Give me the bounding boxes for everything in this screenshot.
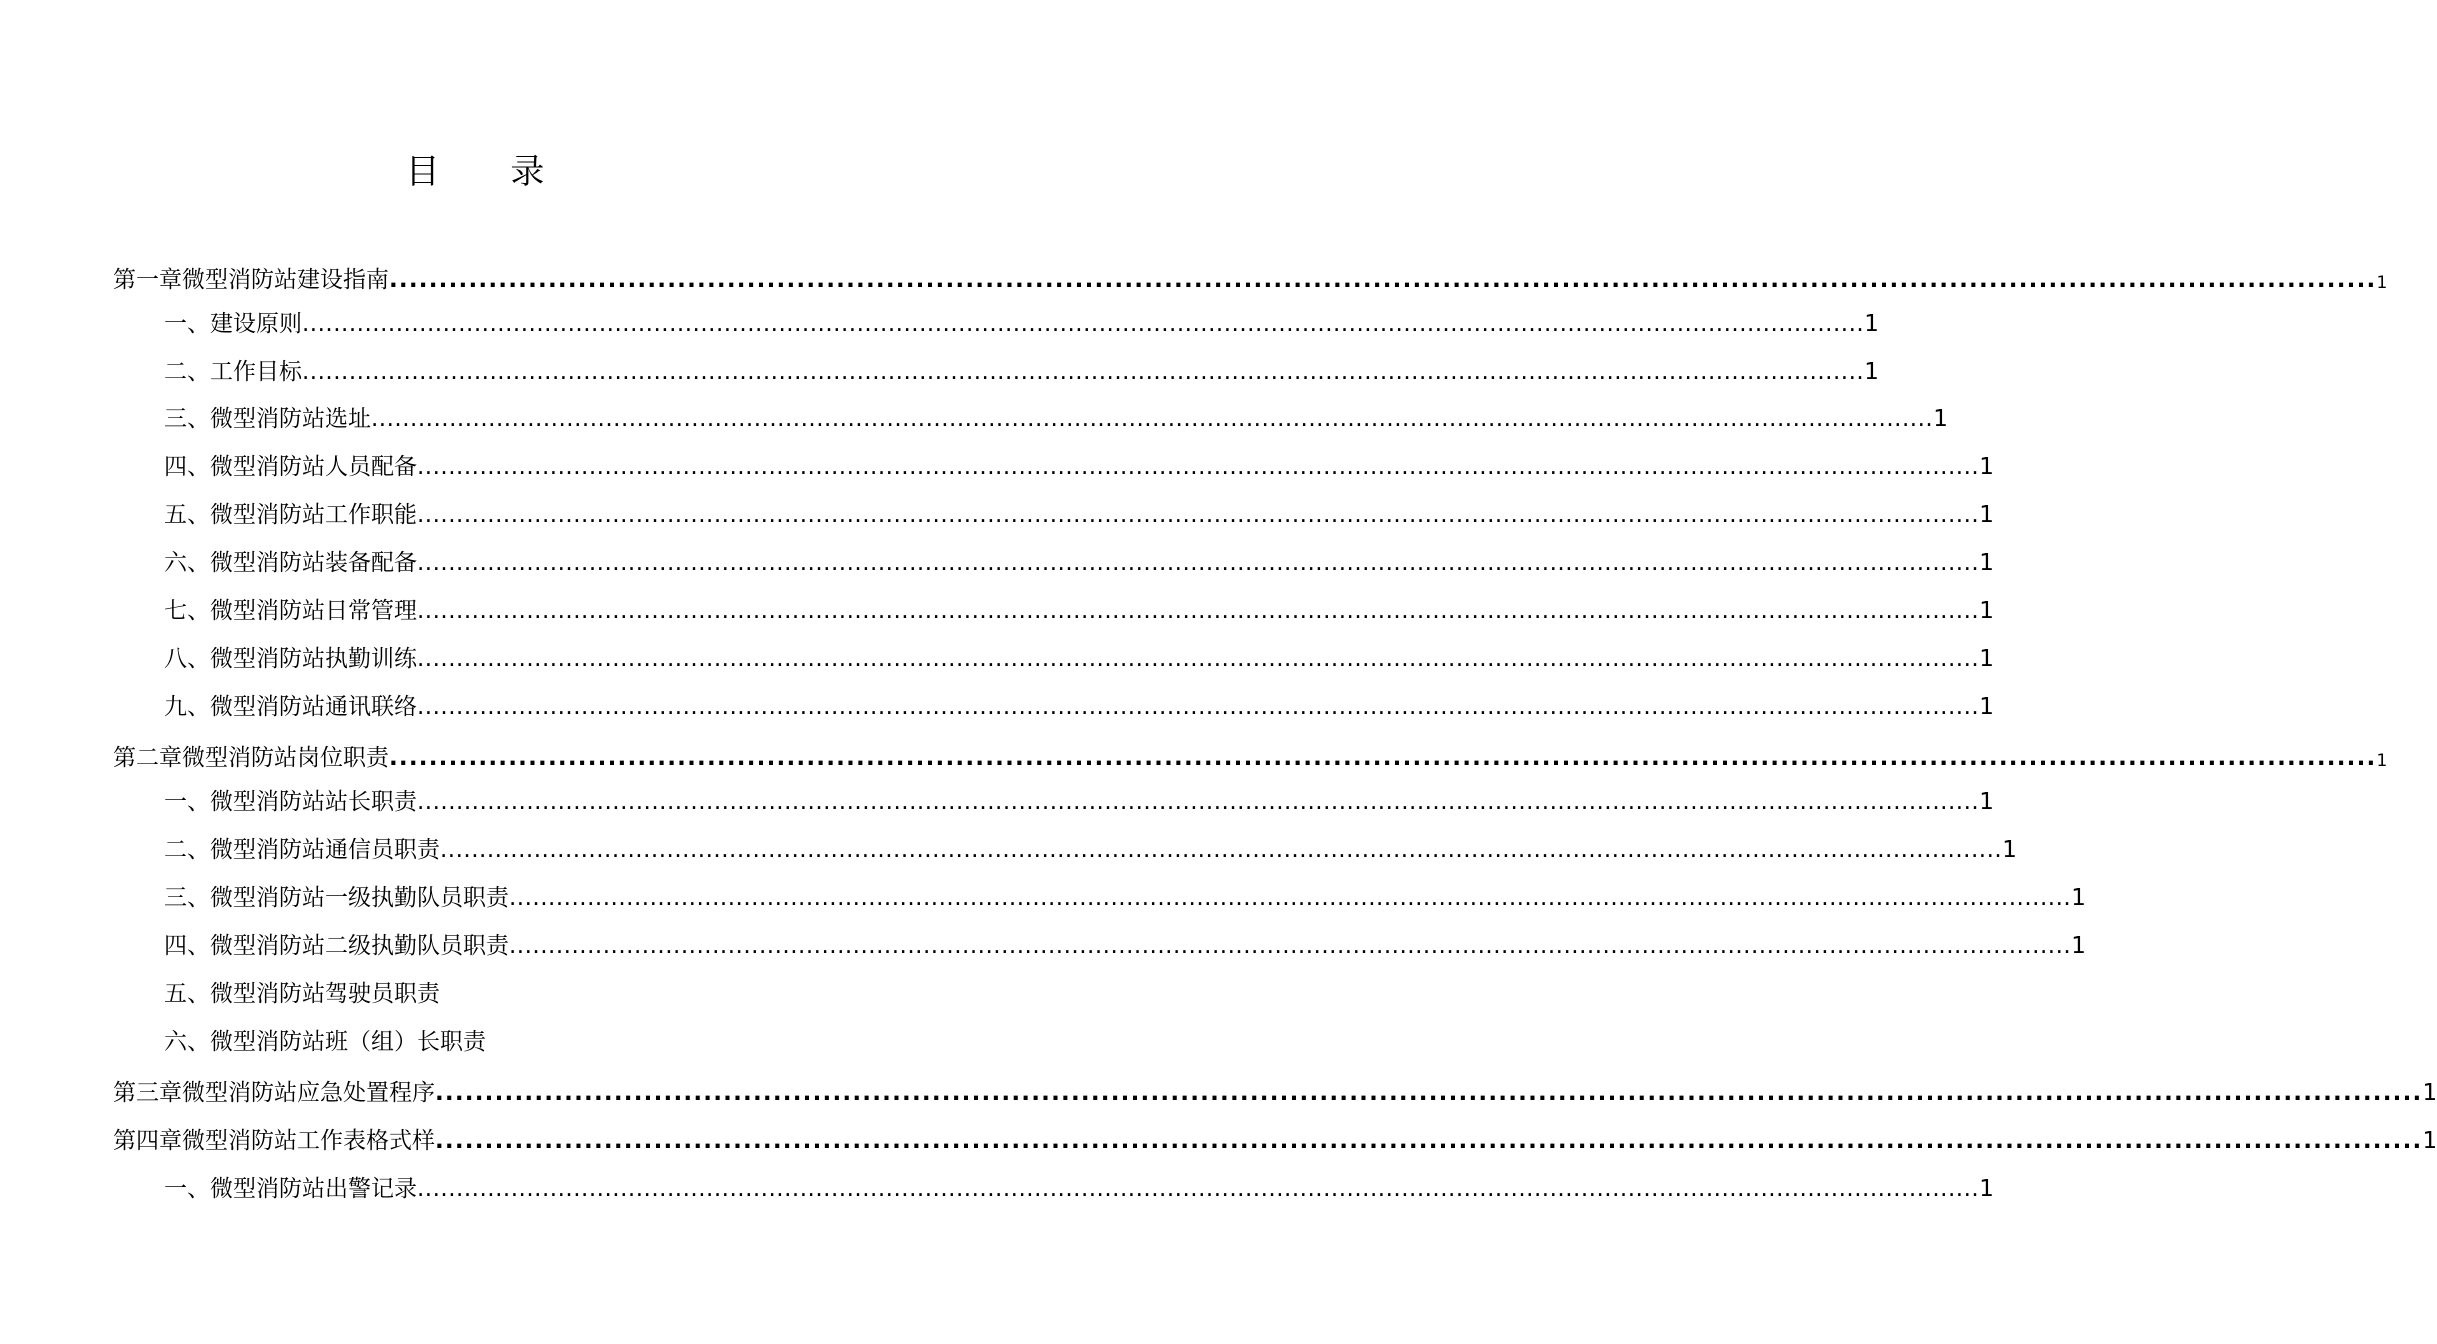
entry-number: 三、 bbox=[164, 406, 210, 432]
entry-title: 微型消防站通讯联络 bbox=[210, 694, 417, 720]
toc-title: 目 录 bbox=[405, 152, 575, 192]
page-number: 1 bbox=[2071, 885, 2086, 911]
dot-leader: ........................................................................................................................................................................................................ bbox=[509, 885, 2072, 911]
entry-number: 第二章 bbox=[113, 745, 182, 771]
entry-number: 一、 bbox=[164, 311, 210, 337]
dot-leader: ........................................................................................................................................................................................................ bbox=[417, 502, 1980, 528]
entry-number: 六、 bbox=[164, 550, 210, 576]
entry-number: 二、 bbox=[164, 359, 210, 385]
entry-title: 微型消防站日常管理 bbox=[210, 598, 417, 624]
toc-section-entry[interactable] bbox=[0, 928, 2086, 964]
dot-leader: ........................................................................................................................................................................................................ bbox=[417, 454, 1980, 480]
page-number: 1 bbox=[1979, 502, 1994, 528]
toc-chapter-entry[interactable] bbox=[0, 740, 2388, 776]
dot-leader: ........................................................................................................................................................................................................ bbox=[417, 646, 1980, 672]
dot-leader: ........................................................................................................................................................................................................ bbox=[435, 1128, 2423, 1154]
toc-chapter-entry[interactable] bbox=[0, 262, 2388, 298]
entry-number: 第三章 bbox=[113, 1080, 182, 1106]
dot-leader: ........................................................................................................................................................................................................ bbox=[417, 1176, 1980, 1202]
entry-title: 微型消防站二级执勤队员职责 bbox=[210, 933, 509, 959]
entry-number: 四、 bbox=[164, 933, 210, 959]
dot-leader: ........................................................................................................................................................................................................ bbox=[389, 745, 2377, 771]
toc-section-entry[interactable] bbox=[0, 1171, 1994, 1207]
dot-leader: ........................................................................................................................................................................................................ bbox=[417, 550, 1980, 576]
toc-chapter-entry[interactable] bbox=[0, 1075, 2437, 1111]
page-number: 1 bbox=[1979, 550, 1994, 576]
entry-number: 九、 bbox=[164, 694, 210, 720]
entry-number: 六、 bbox=[164, 1029, 210, 1055]
entry-title: 微型消防站出警记录 bbox=[210, 1176, 417, 1202]
toc-section-entry[interactable] bbox=[0, 689, 1994, 725]
entry-title: 微型消防站应急处置程序 bbox=[182, 1080, 435, 1106]
entry-title: 微型消防站选址 bbox=[210, 406, 371, 432]
toc-section-entry[interactable] bbox=[0, 449, 1994, 485]
dot-leader: ........................................................................................................................................................................................................ bbox=[371, 406, 1934, 432]
dot-leader: ........................................................................................................................................................................................................ bbox=[302, 311, 1865, 337]
dot-leader: ........................................................................................................................................................................................................ bbox=[389, 267, 2377, 293]
dot-leader: ........................................................................................................................................................................................................ bbox=[417, 694, 1980, 720]
page-number: 1 bbox=[1979, 598, 1994, 624]
entry-number: 五、 bbox=[164, 502, 210, 528]
entry-title: 微型消防站站长职责 bbox=[210, 789, 417, 815]
dot-leader: ........................................................................................................................................................................................................ bbox=[509, 933, 2072, 959]
page-number: 1 bbox=[2002, 837, 2017, 863]
page-number: 1 bbox=[1864, 359, 1879, 385]
toc-section-entry[interactable] bbox=[0, 1024, 486, 1060]
toc-section-entry[interactable] bbox=[0, 880, 2086, 916]
page-number: 1 bbox=[2071, 933, 2086, 959]
entry-number: 四、 bbox=[164, 454, 210, 480]
entry-title: 微型消防站班（组）长职责 bbox=[210, 1029, 486, 1055]
entry-title: 微型消防站岗位职责 bbox=[182, 745, 389, 771]
page-number: 1 bbox=[1979, 789, 1994, 815]
page-number: 1 bbox=[1979, 646, 1994, 672]
entry-title: 微型消防站通信员职责 bbox=[210, 837, 440, 863]
toc-section-entry[interactable] bbox=[0, 401, 1948, 437]
entry-title: 微型消防站执勤训练 bbox=[210, 646, 417, 672]
toc-section-entry[interactable] bbox=[0, 545, 1994, 581]
page-number: 1 bbox=[2422, 1080, 2437, 1106]
page-number: 1 bbox=[2376, 273, 2388, 293]
page-number: 1 bbox=[2376, 751, 2388, 771]
entry-title: 建设原则 bbox=[210, 311, 302, 337]
entry-title: 工作目标 bbox=[210, 359, 302, 385]
page-number: 1 bbox=[1979, 1176, 1994, 1202]
toc-section-entry[interactable] bbox=[0, 593, 1994, 629]
page-number: 1 bbox=[1979, 454, 1994, 480]
dot-leader: ........................................................................................................................................................................................................ bbox=[435, 1080, 2423, 1106]
page-number: 1 bbox=[2422, 1128, 2437, 1154]
entry-title: 微型消防站装备配备 bbox=[210, 550, 417, 576]
entry-title: 微型消防站工作职能 bbox=[210, 502, 417, 528]
entry-number: 第一章 bbox=[113, 267, 182, 293]
toc-section-entry[interactable] bbox=[0, 306, 1879, 342]
entry-title: 微型消防站驾驶员职责 bbox=[210, 981, 440, 1007]
dot-leader: ........................................................................................................................................................................................................ bbox=[440, 837, 2003, 863]
entry-number: 八、 bbox=[164, 646, 210, 672]
entry-title: 微型消防站工作表格式样 bbox=[182, 1128, 435, 1154]
toc-section-entry[interactable] bbox=[0, 832, 2017, 868]
entry-title: 微型消防站一级执勤队员职责 bbox=[210, 885, 509, 911]
entry-number: 一、 bbox=[164, 789, 210, 815]
toc-section-entry[interactable] bbox=[0, 497, 1994, 533]
dot-leader: ........................................................................................................................................................................................................ bbox=[417, 789, 1980, 815]
entry-number: 一、 bbox=[164, 1176, 210, 1202]
dot-leader: ........................................................................................................................................................................................................ bbox=[417, 598, 1980, 624]
toc-section-entry[interactable] bbox=[0, 976, 440, 1012]
toc-section-entry[interactable] bbox=[0, 354, 1879, 390]
page-number: 1 bbox=[1979, 694, 1994, 720]
entry-number: 三、 bbox=[164, 885, 210, 911]
entry-number: 五、 bbox=[164, 981, 210, 1007]
entry-number: 七、 bbox=[164, 598, 210, 624]
entry-title: 微型消防站人员配备 bbox=[210, 454, 417, 480]
page-number: 1 bbox=[1864, 311, 1879, 337]
toc-chapter-entry[interactable] bbox=[0, 1123, 2437, 1159]
entry-number: 第四章 bbox=[113, 1128, 182, 1154]
entry-title: 微型消防站建设指南 bbox=[182, 267, 389, 293]
toc-section-entry[interactable] bbox=[0, 641, 1994, 677]
toc-section-entry[interactable] bbox=[0, 784, 1994, 820]
page-number: 1 bbox=[1933, 406, 1948, 432]
dot-leader: ........................................................................................................................................................................................................ bbox=[302, 359, 1865, 385]
entry-number: 二、 bbox=[164, 837, 210, 863]
